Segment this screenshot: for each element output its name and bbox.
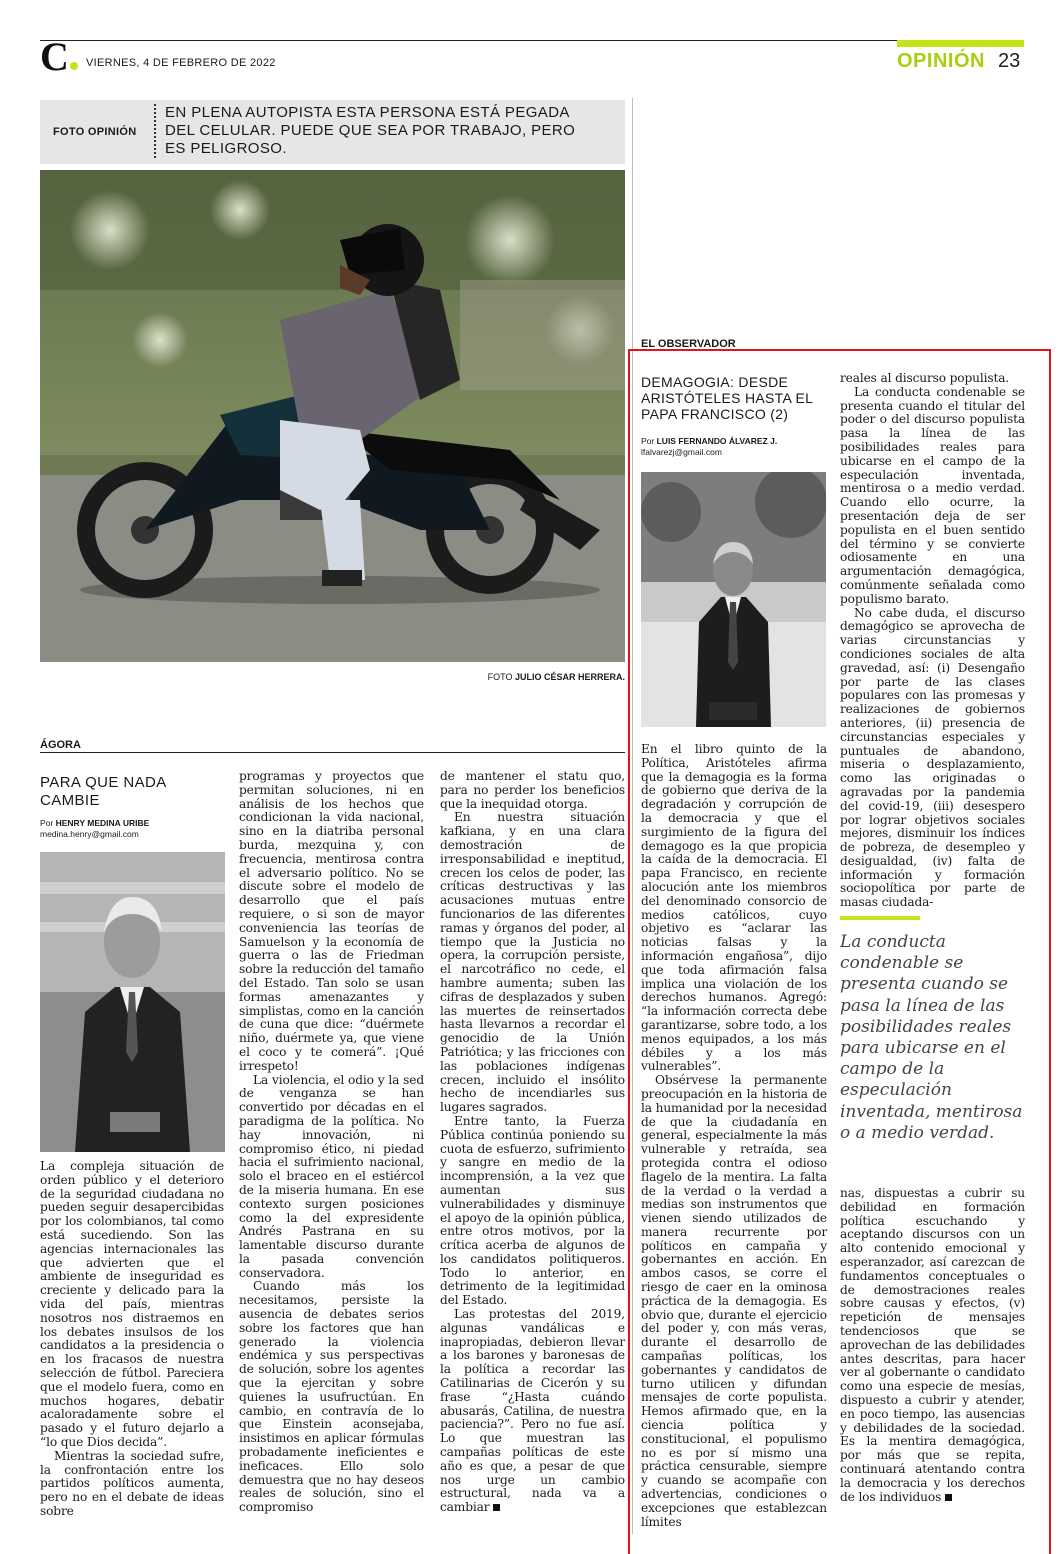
observador-paragraph: Obsérvese la permanente preocupación en la historia de la humanidad por la necesidad de que la ciudadanía en general, especialmente la más vulnerable y retraída, sea protegida contra el odioso flagelo de la mentira. La falta de la verdad o la verdad a medias son instrumentos que vienen siendo utilizados de manera recurrente por políticos en campaña y gobernantes en acción. En ambos casos, se corre el riesgo de caer en la ominosa práctica de la demagogia. Es obvio que, durante el ejercicio del poder y, con más veras, durante el desarrollo de campañas políticas, los gobernantes y candidatos de turno utilicen y difundan mensajes de corte populista. Hemos afirmado que, en la ciencia política y constitucional, el populismo no es por sí mismo una práctica censurable, siempre y cuando se acompañe con advertencias, condiciones o excepciones que establezcan límites [641, 1073, 827, 1529]
foto-opinion-label: FOTO OPINIÓN [53, 126, 137, 138]
agora-byline: Por HENRY MEDINA URIBE medina.henry@gmail.com [40, 818, 150, 839]
observador-column-2-continued [840, 1187, 1025, 1504]
observador-paragraph: En el libro quinto de la Política, Aristóteles afirma que la demagogia es la forma de gobierno que deriva de la degradación y corrupción de la democracia y que el surgimiento de la figura del demagogo es la que propicia la caída de la democracia. El papa Francisco, en reciente alocución ante los miembros del denominado consorcio de medios católicos, cuyo objetivo es “aclarar las noticias falsas y la información engañosa”, dijo que toda afirmación falsa implica una violación de los derechos humanos. Agregó: “la información correcta debe garantizarse, sobre todo, a los menos equipados, a los más débiles y a los más vulnerables”. [641, 742, 827, 1074]
observador-byline: Por LUIS FERNANDO ÁLVAREZ J. lfalvarezj@gmail.com [641, 436, 778, 457]
issue-date: VIERNES, 4 DE FEBRERO DE 2022 [86, 57, 276, 69]
observador-kicker: EL OBSERVADOR [641, 338, 736, 350]
agora-column-3 [440, 770, 625, 1515]
pull-quote-accent [840, 916, 920, 920]
agora-column-1 [40, 1160, 224, 1519]
observador-paragraph: La conducta condenable se presenta cuando el titular del poder o del discurso populista pasa la línea de las posibilidades reales para ubicarse en el campo de la especulación inventada, mentirosa o a medio verdad. Cuando ello ocurre, la presentación deja de ser populista en el buen sentido del término y se convierte odiosamente en una argumentación demagógica, comúnmente señalada como populismo barato. [840, 384, 1025, 606]
agora-paragraph: programas y proyectos que permitan soluciones, ni en análisis de los hechos que condicionan la vida nacional, sino en la diatriba personal burda, mezquina y, con frecuencia, mentirosa contra el adversario político. No se discute sobre el modelo de desarrollo que el país requiere, o si son de mayor conveniencia las teorías de Samuelson y la economía de guerra o las de Friedman sobre la reducción del tamaño del Estado. Tan solo se usan formas amenazantes y simplistas, como en la canción de cuna que dice: “duérmete niño, duérmete ya, que viene el coco y te comerá”. ¡Qué irrespeto! [239, 769, 424, 1073]
end-mark-icon [493, 1504, 500, 1511]
section-name: OPINIÓN [897, 50, 985, 72]
end-mark-icon [945, 1494, 952, 1501]
agora-email[interactable]: medina.henry@gmail.com [40, 829, 139, 839]
observador-column-1 [641, 743, 827, 1529]
agora-paragraph: Mientras la sociedad sufre, la confrontación entre los partidos políticos aumenta, pero no en el debate de ideas sobre [40, 1448, 224, 1518]
logo-dot-icon [70, 62, 78, 70]
observador-paragraph: reales al discurso populista. [840, 371, 1010, 385]
agora-paragraph: de mantener el statu quo, para no perder los beneficios que la inequidad otorga. [440, 769, 625, 811]
photo-credit: FOTO JULIO CÉSAR HERRERA. [487, 672, 625, 682]
header-rule [40, 40, 1024, 41]
observador-paragraph: nas, dispuestas a cubrir su debilidad en formación política escuchando y aceptando discursos con un alto contenido emocional y esperanzador, así carezcan de fundamentos conceptuales o de demostraciones reales sobre causas y efectos, (v) repetición de mensajes tendenciosos que se aprovechan de las debilidades antes descritas, para hacer ver al gobernante o candidato como una especie de mesías, dispuesto a cubrir y atender, en poco tiempo, las ausencias y debilidades de la sociedad. Es la mentira demagógica, por más que se repita, continuará atentando contra la democracia y los derechos de los individuos [840, 1186, 1025, 1504]
agora-paragraph: Las protestas del 2019, algunas vandálicas e inapropiadas, debieron llevar a los barones y baronesas de la política a recordar las Catilinarias de Cicerón y su frase “¿Hasta cuándo abusarás, Catilina, de nuestra paciencia?”. Pero no fue así. Lo que muestran las campañas políticas de este año es que, a pesar de que nos urge un cambio estructural, nada va a cambiar [440, 1307, 625, 1515]
observador-headline: DEMAGOGIA: DESDE ARISTÓTELES HASTA EL PAPA FRANCISCO (2) [641, 374, 813, 422]
agora-paragraph: La compleja situación de orden público y el deterioro de la seguridad ciudadana no pueden seguir desapercibidas por los colombianos, tal como está sucediendo. Son las agencias internacionales las que advierten que el ambiente de inseguridad es creciente y delicado para la vida del país, mientras nosotros nos distraemos en los debates insulsos de los candidatos a la presidencia o en los fracasos de nuestra selección de fútbol. Pareciera que el modelo fuera, como en muchos hogares, debatir acaloradamente sobre el pasado y el futuro dejarlo a “lo que Dios decida”. [40, 1159, 224, 1449]
observador-column-2 [840, 372, 1025, 910]
pull-quote: La conducta condenable se presenta cuando se pasa la línea de las posibilidades reales para ubicarse en el campo de la especulación inventada, mentirosa o a medio verdad. [840, 932, 1023, 1143]
observador-author-portrait [641, 472, 826, 727]
banner-divider [154, 104, 156, 158]
agora-paragraph: En nuestra situación kafkiana, y en una clara demostración de irresponsabilidad e ineptitud, crecen los celos de poder, las críticas destructivas y las acusaciones mutuas entre funcionarios de las diferentes ramas y órganos del poder, al tiempo que la Justicia no opera, la corrupción persiste, el narcotráfico no cede, el hambre aumenta; suben las cifras de desplazados y suben las muertes de reinsertados hasta llevarnos a recordar el genocidio de la Unión Patriótica; y las fricciones con las poblaciones indígenas crecen, incluido el insólito hecho de incendiarles sus lugares sagrados. [440, 810, 625, 1115]
observador-paragraph: No cabe duda, el discurso demagógico se aprovecha de varias circunstancias y condiciones sociales de alta gravedad, así: (i) Desengaño por parte de las clases populares con las promesas y realizaciones de gobiernos anteriores, (ii) presencia de circunstancias especiales y puntuales de abandono, miseria o desplazamiento, como las originadas o agravadas por la pandemia del covid-19, (iii) desespero por lograr objetivos sociales mejores, disminuir los índices de pobreza, de desempleo y desigualdad, (iv) falta de información y formación sociopolítica por parte de masas ciudada- [840, 605, 1025, 910]
foto-opinion-caption: EN PLENA AUTOPISTA ESTA PERSONA ESTÁ PEGADA DEL CELULAR. PUEDE QUE SEA POR TRABAJO, PERO ES PELIGROSO. [165, 104, 576, 157]
agora-author-portrait [40, 852, 225, 1152]
agora-column-2 [239, 770, 424, 1515]
agora-kicker: ÁGORA [40, 739, 81, 751]
agora-paragraph: La violencia, el odio y la sed de venganza se han convertido por décadas en el paradigma de la política. No hay innovación, ni compromiso ético, ni piedad hacia el sufrimiento nacional, solo el braceo en el estiércol de la miseria humana. En ese contexto surgen posiciones como la del expresidente Andrés Pastrana en su lamentable discurso durante la pasada convención conservadora. [239, 1072, 424, 1280]
page-number: 23 [998, 50, 1021, 72]
observador-email[interactable]: lfalvarezj@gmail.com [641, 447, 722, 457]
agora-rule [40, 752, 625, 753]
section-accent-bar [897, 40, 1024, 47]
agora-headline: PARA QUE NADA CAMBIE [40, 774, 166, 809]
newspaper-logo: C [40, 40, 78, 74]
agora-paragraph: Entre tanto, la Fuerza Pública continúa poniendo su cuota de esfuerzo, sufrimiento y sangre en medio de la incomprensión, a la vez que aumentan sus vulnerabilidades y disminuye el apoyo de la opinión pública, entre otros motivos, por la crítica acerba de algunos de los candidatos politiqueros. Todo lo anterior, en detrimento de la legitimidad del Estado. [440, 1113, 625, 1308]
agora-paragraph: Cuando más los necesitamos, persiste la ausencia de debates serios sobre los factores que han generado la violencia endémica y sus perspectivas de solución, sobre los agentes que la ejercitan y sobre quienes la usufructúan. En cambio, en contravía de lo que Einstein aconsejaba, insistimos en aplicar fórmulas probadamente ineficientes e ineficaces. Ello solo demuestra que no hay deseos reales de solución, sino el compromiso [239, 1279, 424, 1515]
motorcycle-photo [40, 170, 625, 662]
